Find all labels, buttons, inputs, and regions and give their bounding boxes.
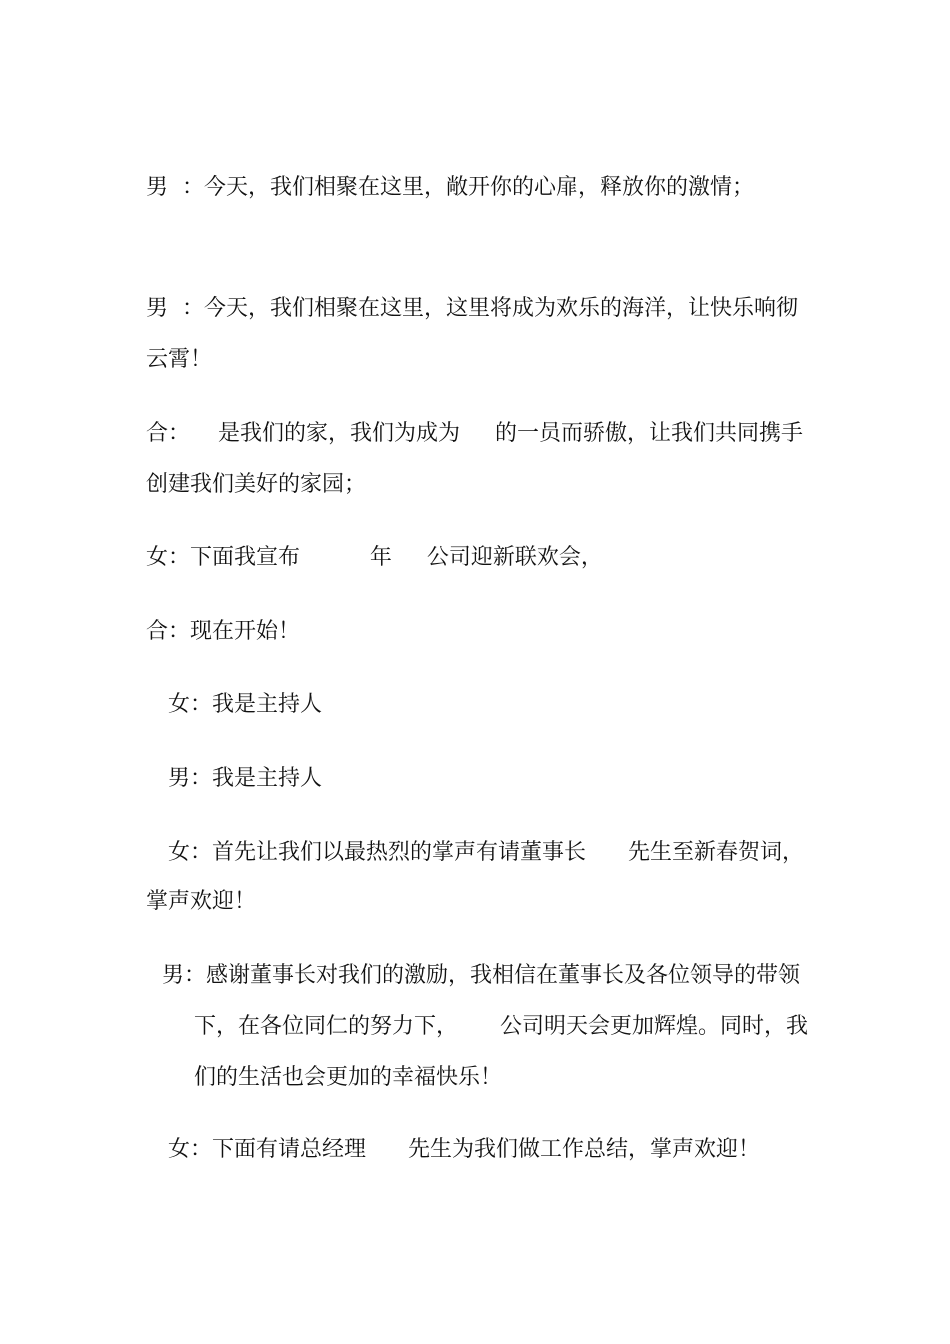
script-line-8: 女：我是主持人 — [168, 692, 323, 717]
script-line-12: 男：感谢董事长对我们的激励，我相信在董事长及各位领导的带领 — [162, 963, 801, 988]
script-line-5: 创建我们美好的家园； — [146, 472, 367, 497]
script-line-1: 男 ：今天，我们相聚在这里，敞开你的心扉，释放你的激情； — [146, 175, 754, 200]
script-line-14: 们的生活也会更加的幸福快乐！ — [194, 1065, 503, 1090]
script-line-4: 合： 是我们的家，我们为成为 的一员而骄傲，让我们共同携手 — [146, 421, 803, 446]
script-line-2: 男 ：今天，我们相聚在这里，这里将成为欢乐的海洋，让快乐响彻 — [146, 296, 798, 321]
script-line-9: 男：我是主持人 — [168, 766, 323, 791]
script-line-13: 下，在各位同仁的努力下， 公司明天会更加辉煌。同时，我 — [194, 1014, 808, 1039]
script-line-6: 女：下面我宣布 年 公司迎新联欢会， — [146, 545, 603, 570]
script-line-3: 云霄！ — [146, 347, 213, 372]
script-line-11: 掌声欢迎！ — [146, 889, 257, 914]
script-line-7: 合：现在开始！ — [146, 619, 301, 644]
script-line-10: 女：首先让我们以最热烈的掌声有请董事长 先生至新春贺词， — [168, 840, 804, 865]
script-line-15: 女：下面有请总经理 先生为我们做工作总结，掌声欢迎！ — [168, 1137, 760, 1162]
